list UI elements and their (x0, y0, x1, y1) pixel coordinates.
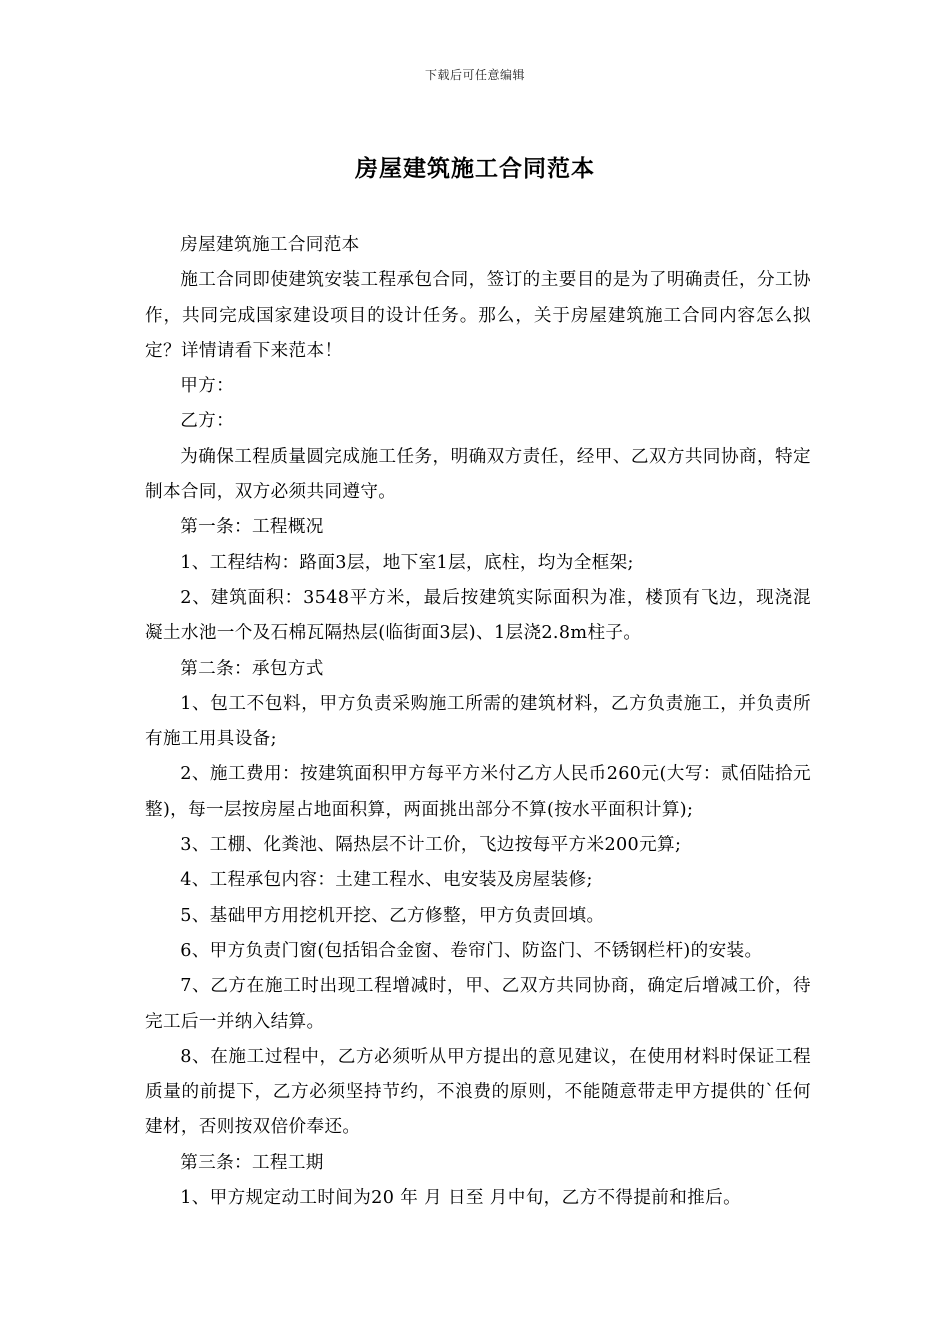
paragraph-intro: 施工合同即使建筑安装工程承包合同，签订的主要目的是为了明确责任，分工协作，共同完成国家建设项目的设计任务。那么，关于房屋建筑施工合同内容怎么拟定？详情请看下来范本！ (145, 270, 811, 361)
clause-1-1: 1、工程结构：路面3层，地下室1层，底柱，均为全框架; (180, 552, 634, 573)
party-b-line: 乙方： (180, 411, 235, 432)
document-title: 房屋建筑施工合同范本 (355, 155, 595, 182)
article-heading-2: 第二条：承包方式 (180, 658, 324, 679)
clause-2-2: 2、施工费用：按建筑面积甲方每平方米付乙方人民币260元(大写：贰佰陆拾元整)，每一层按房屋占地面积算，两面挑出部分不算(按水平面积计算); (145, 764, 811, 820)
clause-2-6: 6、甲方负责门窗(包括铝合金窗、卷帘门、防盗门、不锈钢栏杆)的安装。 (180, 940, 763, 961)
clause-2-5: 5、基础甲方用挖机开挖、乙方修整，甲方负责回填。 (180, 905, 605, 926)
clause-2-8: 8、在施工过程中，乙方必须听从甲方提出的意见建议，在使用材料时保证工程质量的前提下，乙方必须坚持节约，不浪费的原则，不能随意带走甲方提供的`任何建材，否则按双倍价奉还。 (145, 1046, 811, 1138)
clause-2-3: 3、工棚、化粪池、隔热层不计工价，飞边按每平方米200元算; (180, 835, 682, 856)
article-heading-3: 第三条：工程工期 (180, 1152, 324, 1173)
paragraph-subtitle: 房屋建筑施工合同范本 (180, 235, 360, 255)
clause-2-1: 1、包工不包料，甲方负责采购施工所需的建筑材料，乙方负责施工，并负责所有施工用具设备; (145, 693, 811, 750)
clause-2-4: 4、工程承包内容：土建工程水、电安装及房屋装修; (180, 870, 593, 891)
article-heading-1: 第一条：工程概况 (180, 517, 324, 538)
clause-3-1: 1、甲方规定动工时间为20 年 月 日至 月中旬，乙方不得提前和推后。 (180, 1188, 742, 1209)
clause-1-2: 2、建筑面积：3548平方米，最后按建筑实际面积为准，楼顶有飞边，现浇混凝土水池一个及石棉瓦隔热层(临街面3层)、1层浇2.8m柱子。 (145, 587, 811, 644)
party-a-line: 甲方： (180, 376, 235, 397)
clause-2-7: 7、乙方在施工时出现工程增减时，甲、乙双方共同协商，确定后增减工价，待完工后一并纳入结算。 (145, 976, 811, 1032)
header-note: 下载后可任意编辑 (424, 68, 525, 82)
paragraph-purpose: 为确保工程质量圆完成施工任务，明确双方责任，经甲、乙双方共同协商，特定制本合同，双方必须共同遵守。 (145, 446, 811, 503)
document-body (145, 228, 811, 1216)
